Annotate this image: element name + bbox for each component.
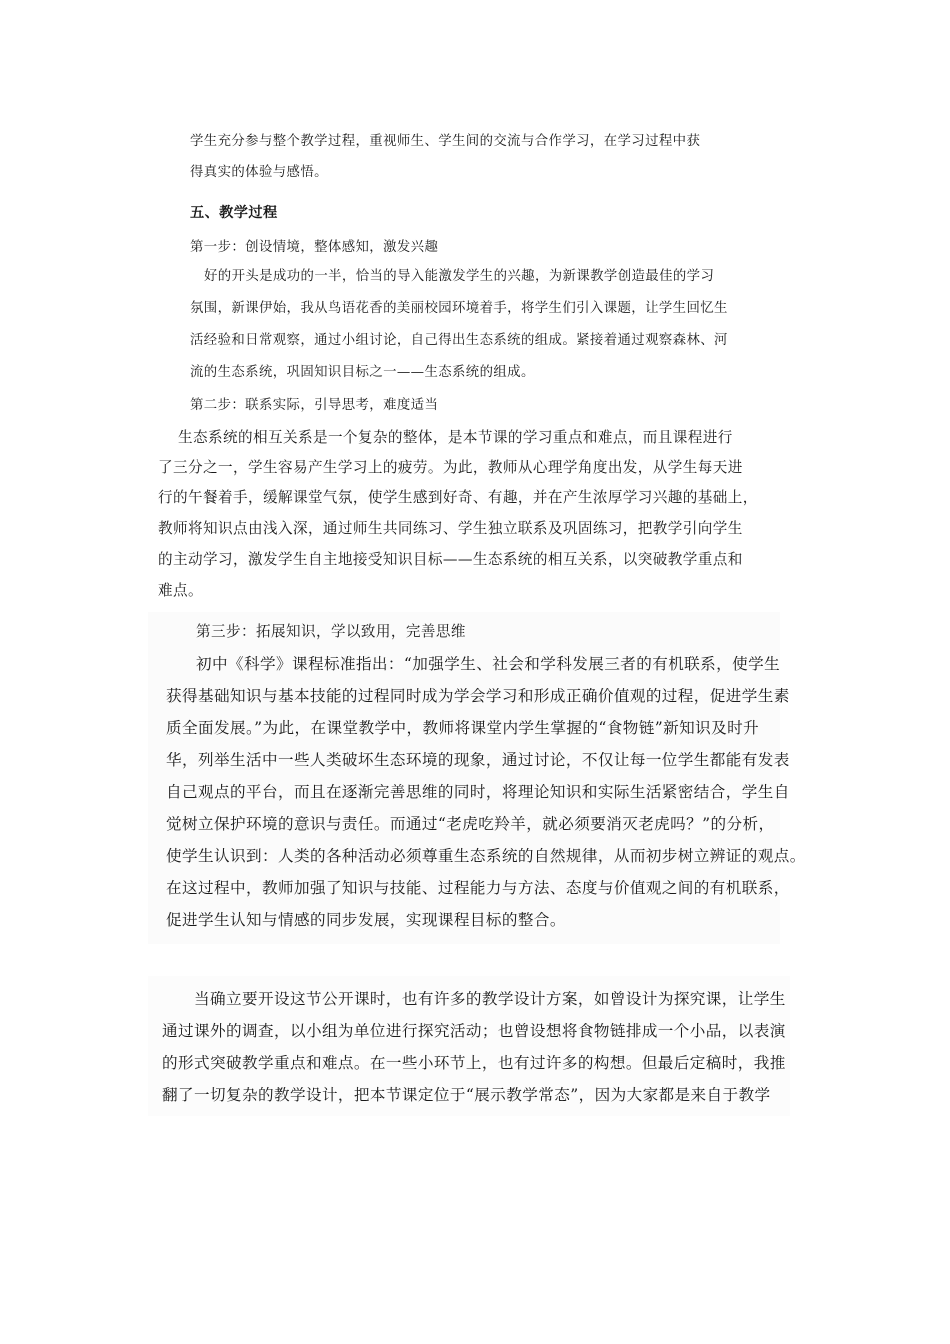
step3-line: 自己观点的平台，而且在逐渐完善思维的同时，将理论知识和实际生活紧密结合，学生自 xyxy=(166,783,790,801)
step3-line: 在这过程中，教师加强了知识与技能、过程能力与方法、态度与价值观之间的有机联系， xyxy=(166,879,790,897)
step3-line: 促进学生认知与情感的同步发展，实现课程目标的整合。 xyxy=(166,911,566,929)
closing-line: 通过课外的调查，以小组为单位进行探究活动；也曾设想将食物链排成一个小品，以表演 xyxy=(162,1022,786,1040)
step1-line: 活经验和日常观察，通过小组讨论，自己得出生态系统的组成。紧接着通过观察森林、河 xyxy=(190,333,728,348)
step2-line: 了三分之一，学生容易产生学习上的疲劳。为此，教师从心理学角度出发，从学生每天进 xyxy=(158,459,743,476)
step3-line: 觉树立保护环境的意识与责任。而通过“老虎吃羚羊，就必须要消灭老虎吗？”的分析， xyxy=(166,815,775,833)
step3-title: 第三步：拓展知识，学以致用，完善思维 xyxy=(196,623,466,640)
step1-line: 好的开头是成功的一半，恰当的导入能激发学生的兴趣，为新课教学创造最佳的学习 xyxy=(204,269,715,284)
closing-line: 的形式突破教学重点和难点。在一些小环节上，也有过许多的构想。但最后定稿时，我推 xyxy=(162,1054,786,1072)
step3-line: 初中《科学》课程标准指出：“加强学生、社会和学科发展三者的有机联系，使学生 xyxy=(196,655,781,673)
step2-line: 生态系统的相互关系是一个复杂的整体，是本节课的学习重点和难点，而且课程进行 xyxy=(178,429,733,446)
step1-line: 流的生态系统，巩固知识目标之一——生态系统的组成。 xyxy=(190,365,535,380)
step2-line: 的主动学习，激发学生自主地接受知识目标——生态系统的相互关系，以突破教学重点和 xyxy=(158,551,743,568)
step2-line: 教师将知识点由浅入深，通过师生共同练习、学生独立联系及巩固练习，把教学引向学生 xyxy=(158,520,743,537)
step1-line: 氛围，新课伊始，我从鸟语花香的美丽校园环境着手，将学生们引入课题，让学生回忆生 xyxy=(190,301,728,316)
step3-line: 华，列举生活中一些人类破坏生态环境的现象，通过讨论，不仅让每一位学生都能有发表 xyxy=(166,751,790,769)
intro-line: 得真实的体验与感悟。 xyxy=(190,165,328,180)
step3-line: 使学生认识到：人类的各种活动必须尊重生态系统的自然规律，从而初步树立辨证的观点。 xyxy=(166,847,806,865)
closing-line: 翻了一切复杂的教学设计，把本节课定位于“展示教学常态”，因为大家都是来自于教学 xyxy=(162,1086,771,1104)
closing-line: 当确立要开设这节公开课时，也有许多的教学设计方案，如曾设计为探究课，让学生 xyxy=(194,990,786,1008)
intro-line: 学生充分参与整个教学过程，重视师生、学生间的交流与合作学习，在学习过程中获 xyxy=(190,134,701,149)
step3-line: 质全面发展。”为此，在课堂教学中，教师将课堂内学生掌握的“食物链”新知识及时升 xyxy=(166,719,760,737)
step2-line: 行的午餐着手，缓解课堂气氛，使学生感到好奇、有趣，并在产生浓厚学习兴趣的基础上， xyxy=(158,489,758,506)
step3-line: 获得基础知识与基本技能的过程同时成为学会学习和形成正确价值观的过程，促进学生素 xyxy=(166,687,790,705)
section-heading: 五、教学过程 xyxy=(190,205,278,221)
step2-line: 难点。 xyxy=(158,582,203,599)
step2-title: 第二步：联系实际，引导思考，难度适当 xyxy=(190,398,439,413)
step1-title: 第一步：创设情境，整体感知，激发兴趣 xyxy=(190,240,439,255)
